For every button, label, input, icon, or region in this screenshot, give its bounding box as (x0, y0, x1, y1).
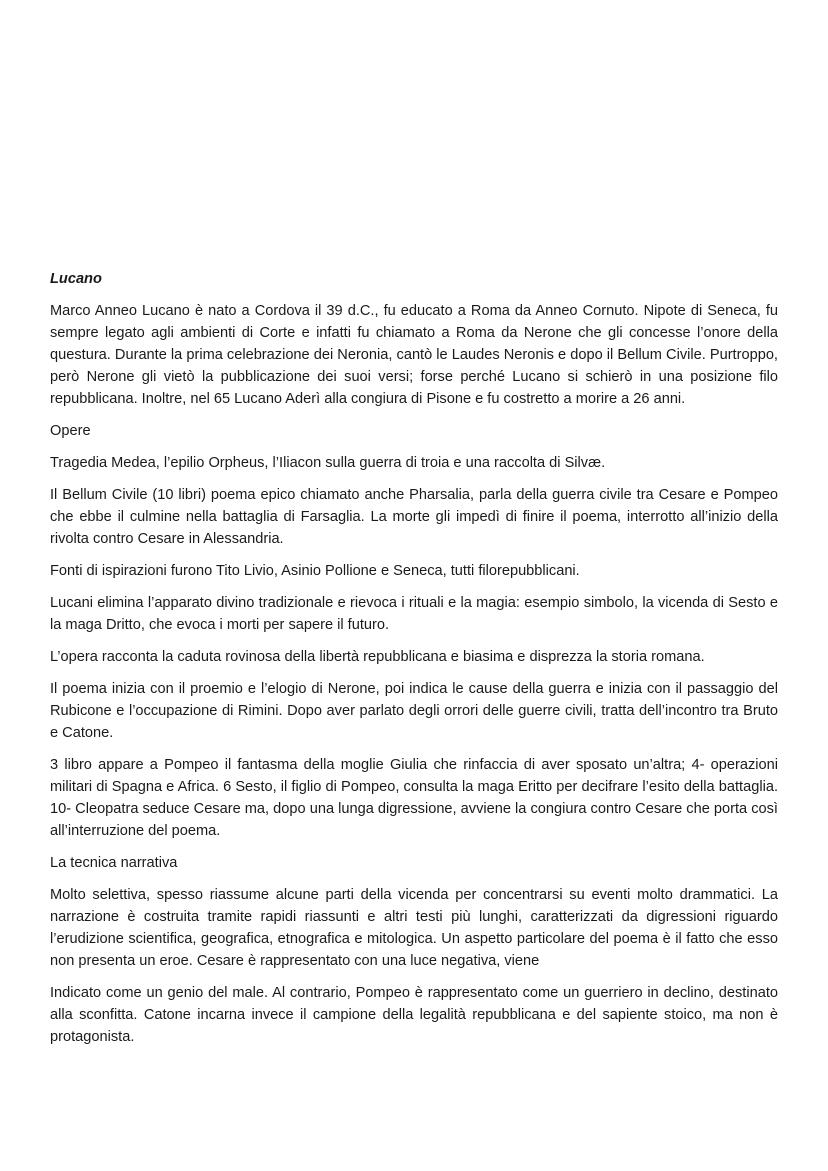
paragraph-sources: Fonti di ispirazioni furono Tito Livio, Asinio Pollione e Seneca, tutti filorepubblicani. (50, 563, 580, 579)
section-heading-narrative-technique: La tecnica narrativa (50, 855, 178, 871)
paragraph-biography: Marco Anneo Lucano è nato a Cordova il 39 d.C., fu educato a Roma da Anneo Cornuto. Nipote di Seneca, fu sempre legato agli ambienti di Corte e infatti fu chiamato a Roma da Nerone che gli concesse l’onore della questura. Durante la prima celebrazione dei Neronia, cantò le Laudes Neronis e dopo il Bellum Civile. Purtroppo, però Nerone gli vietò la pubblicazione dei suoi versi; forse perché Lucano si schierò in una posizione filo repubblicana. Inoltre, nel 65 Lucano Aderì alla congiura di Pisone e fu costretto a morire a 26 anni. (50, 303, 778, 407)
document-title: Lucano (50, 271, 102, 287)
paragraph-works-list: Tragedia Medea, l’epilio Orpheus, l’Iliacon sulla guerra di troia e una raccolta di Silvæ. (50, 455, 606, 471)
paragraph-narrative-technique: Molto selettiva, spesso riassume alcune parti della vicenda per concentrarsi su eventi molto drammatici. La narrazione è costruita tramite rapidi riassunti e altri testi più lunghi, caratterizzati da digressioni riguardo l’erudizione scientifica, geografica, etnografica e mitologica. Un aspetto particolare del poema è il fatto che esso non presenta un eroe. Cesare è rappresentato con una luce negativa, viene (50, 887, 778, 969)
document-page (50, 268, 778, 1058)
paragraph-bellum-civile: Il Bellum Civile (10 libri) poema epico chiamato anche Pharsalia, parla della guerra civile tra Cesare e Pompeo che ebbe il culmine nella battaglia di Farsaglia. La morte gli impedì di finire il poema, interrotto all’inizio della rivolta contro Cesare in Alessandria. (50, 487, 778, 547)
paragraph-divine-apparatus: Lucani elimina l’apparato divino tradizionale e rievoca i rituali e la magia: esempio simbolo, la vicenda di Sesto e la maga Dritto, che evoca i morti per sapere il futuro. (50, 595, 778, 633)
paragraph-poem-opening: Il poema inizia con il proemio e l’elogio di Nerone, poi indica le cause della guerra e inizia con il passaggio del Rubicone e l’occupazione di Rimini. Dopo aver parlato degli orrori delle guerre civili, tratta dell’incontro tra Bruto e Catone. (50, 681, 778, 741)
paragraph-books-summary: 3 libro appare a Pompeo il fantasma della moglie Giulia che rinfaccia di aver sposato un’altra; 4- operazioni militari di Spagna e Africa. 6 Sesto, il figlio di Pompeo, consulta la maga Eritto per decifrare l’esito della battaglia. 10- Cleopatra seduce Cesare ma, dopo una lunga digressione, avviene la congiura contro Cesare che porta così all’interruzione del poema. (50, 757, 778, 839)
paragraph-characters: Indicato come un genio del male. Al contrario, Pompeo è rappresentato come un guerriero in declino, destinato alla sconfitta. Catone incarna invece il campione della legalità repubblicana e del sapiente stoico, ma non è protagonista. (50, 985, 778, 1045)
section-heading-opere: Opere (50, 423, 91, 439)
paragraph-fall-of-liberty: L’opera racconta la caduta rovinosa della libertà repubblicana e biasima e disprezza la storia romana. (50, 649, 705, 665)
